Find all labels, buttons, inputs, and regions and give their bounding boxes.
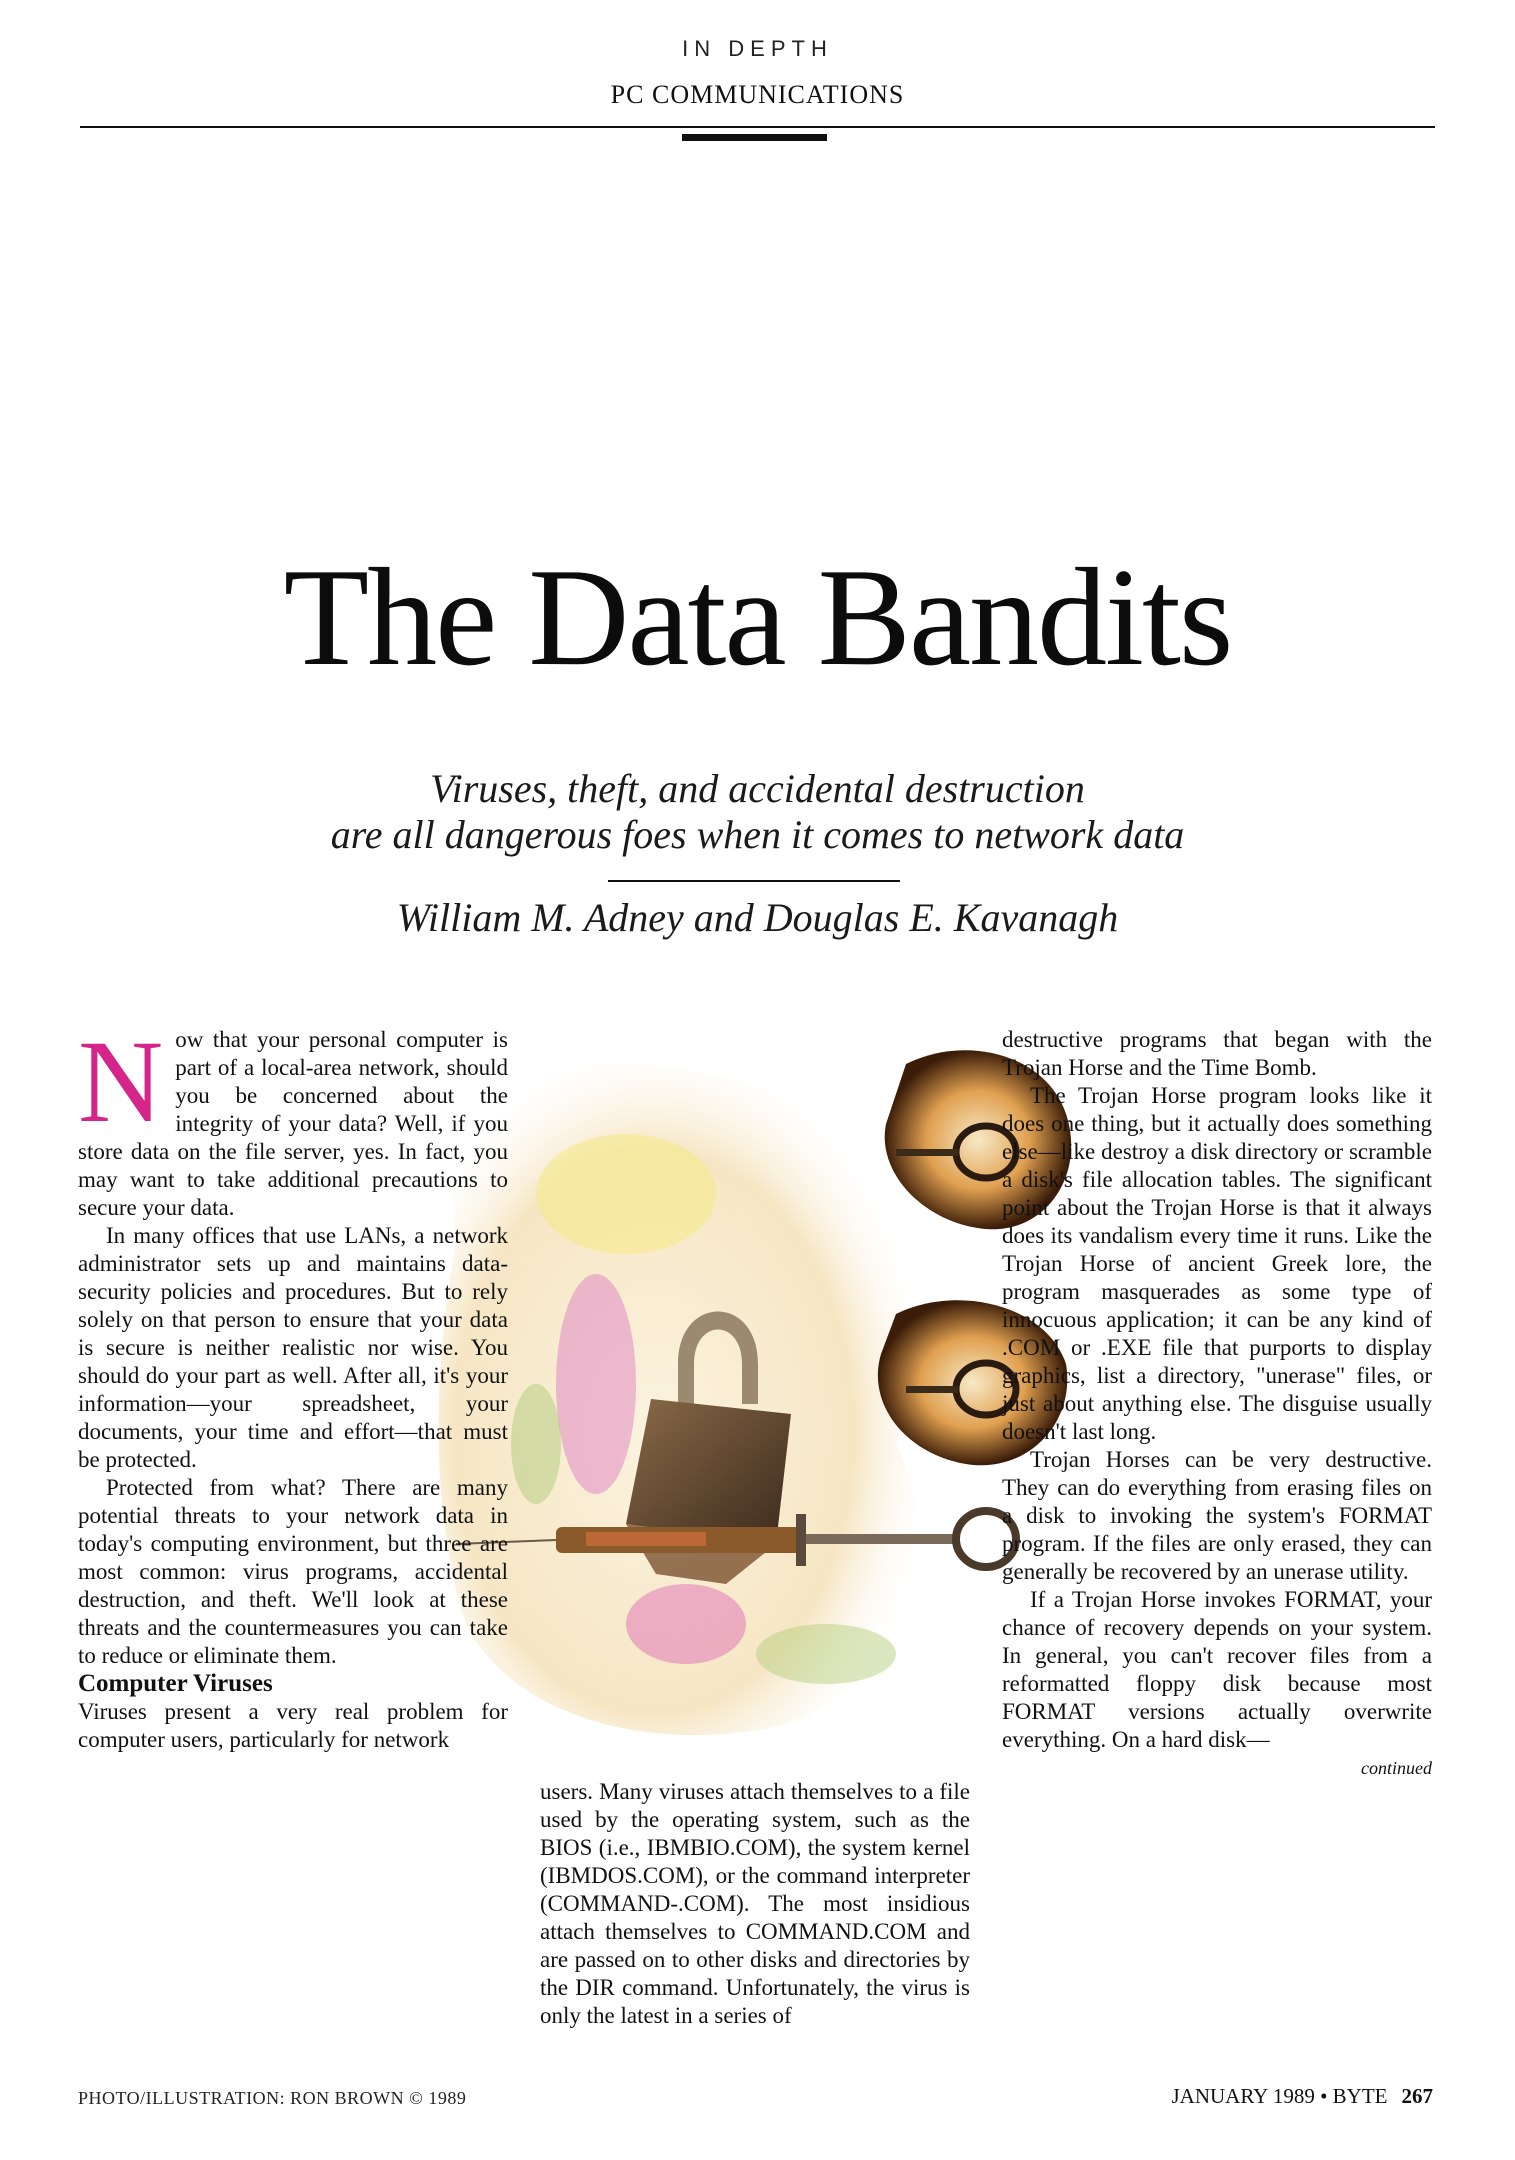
paragraph: In many offices that use LANs, a network administrator sets up and maintains data-security policies and procedures. But to rely solely on that person to ensure that your data is secure is neither realistic nor wise. You should do your part as well. After all, it's your information—your spreadsheet, your documents, your time and effort—that must be protected. bbox=[78, 1223, 508, 1472]
section-label: PC COMMUNICATIONS bbox=[610, 80, 905, 109]
drop-cap: N bbox=[78, 1016, 164, 1147]
article-title: The Data Bandits bbox=[283, 540, 1232, 695]
paragraph: Trojan Horses can be very destructive. They can do everything from erasing files on a disk to invoking the system's FORMAT program. If the files are only erased, they can generally be recovered by an unerase utility. bbox=[1002, 1447, 1432, 1584]
paragraph: ow that your personal computer is part of a local-area network, should you be concerned about the integrity of your data? Well, if you store data on the file server, yes. In fact, you may want to take additional precautions to secure your data. bbox=[78, 1027, 508, 1220]
paragraph: users. Many viruses attach themselves to a file used by the operating system, such as the BIOS (i.e., IBMBIO.COM), the system kernel (IBMDOS.COM), or the command interpreter (COMMAND-.COM). The most insidious attach themselves to COMMAND.COM and are passed on to other disks and directories by the DIR command. Unfortunately, the virus is only the latest in a series of bbox=[540, 1779, 970, 2028]
syringe-label bbox=[586, 1532, 706, 1546]
column-2 bbox=[540, 1778, 970, 2030]
article-dek bbox=[0, 766, 1515, 858]
subhead-computer-viruses: Computer Viruses bbox=[78, 1670, 273, 1697]
dek-divider bbox=[608, 880, 900, 882]
dek-line-1: Viruses, theft, and accidental destruction bbox=[430, 766, 1085, 811]
paragraph: The Trojan Horse program looks like it does one thing, but it actually does something else—like destroy a disk directory or scramble a disk's file allocation tables. The significant point about the Trojan Horse is that it always does its vandalism every time it runs. Like the Trojan Horse of ancient Greek lore, the program masquerades as some type of innocuous application; it can be any kind of .COM or .EXE file that purports to display graphics, list a directory, "unerase" files, or just about anything else. The disguise usually doesn't last long. bbox=[1002, 1083, 1432, 1444]
ring-stem-2 bbox=[906, 1386, 958, 1393]
page-number: 267 bbox=[1401, 2084, 1433, 2108]
continued-label: continued bbox=[1361, 1758, 1432, 1778]
paragraph: Protected from what? There are many potential threats to your network data in today's computing environment, but three are most common: virus programs, accidental destruction, and theft. We'll look at these threats and the countermeasures you can take to reduce or eliminate them. bbox=[78, 1475, 508, 1668]
yellow-wash bbox=[536, 1134, 716, 1254]
header-rule-accent bbox=[682, 134, 827, 141]
ring-stem-1 bbox=[896, 1149, 958, 1156]
issue-date: JANUARY 1989 • BYTE bbox=[1171, 2084, 1388, 2108]
padlock-body bbox=[626, 1399, 791, 1544]
green-wash-2 bbox=[511, 1384, 561, 1504]
paragraph: If a Trojan Horse invokes FORMAT, your chance of recovery depends on your system. In general, you can't recover files from a reformatted floppy disk because most FORMAT versions actually overwrite everything. On a hard disk— bbox=[1002, 1587, 1432, 1752]
folio bbox=[1172, 2084, 1434, 2109]
syringe-flange bbox=[796, 1514, 806, 1566]
header-rule bbox=[80, 126, 1435, 128]
syringe-plunger bbox=[806, 1534, 956, 1544]
column-3 bbox=[1002, 1026, 1432, 1782]
dek-line-2: are all dangerous foes when it comes to network data bbox=[330, 812, 1185, 857]
pink-wash-2 bbox=[626, 1584, 746, 1664]
byline: William M. Adney and Douglas E. Kavanagh bbox=[396, 895, 1119, 940]
kicker: IN DEPTH bbox=[682, 36, 833, 61]
paragraph: destructive programs that began with the Trojan Horse and the Time Bomb. bbox=[1002, 1027, 1432, 1080]
green-wash bbox=[756, 1624, 896, 1684]
pink-wash bbox=[556, 1274, 636, 1494]
column-1 bbox=[78, 1016, 508, 1754]
paragraph: Viruses present a very real problem for computer users, particularly for network bbox=[78, 1699, 508, 1752]
photo-credit: PHOTO/ILLUSTRATION: RON BROWN © 1989 bbox=[78, 2088, 467, 2108]
